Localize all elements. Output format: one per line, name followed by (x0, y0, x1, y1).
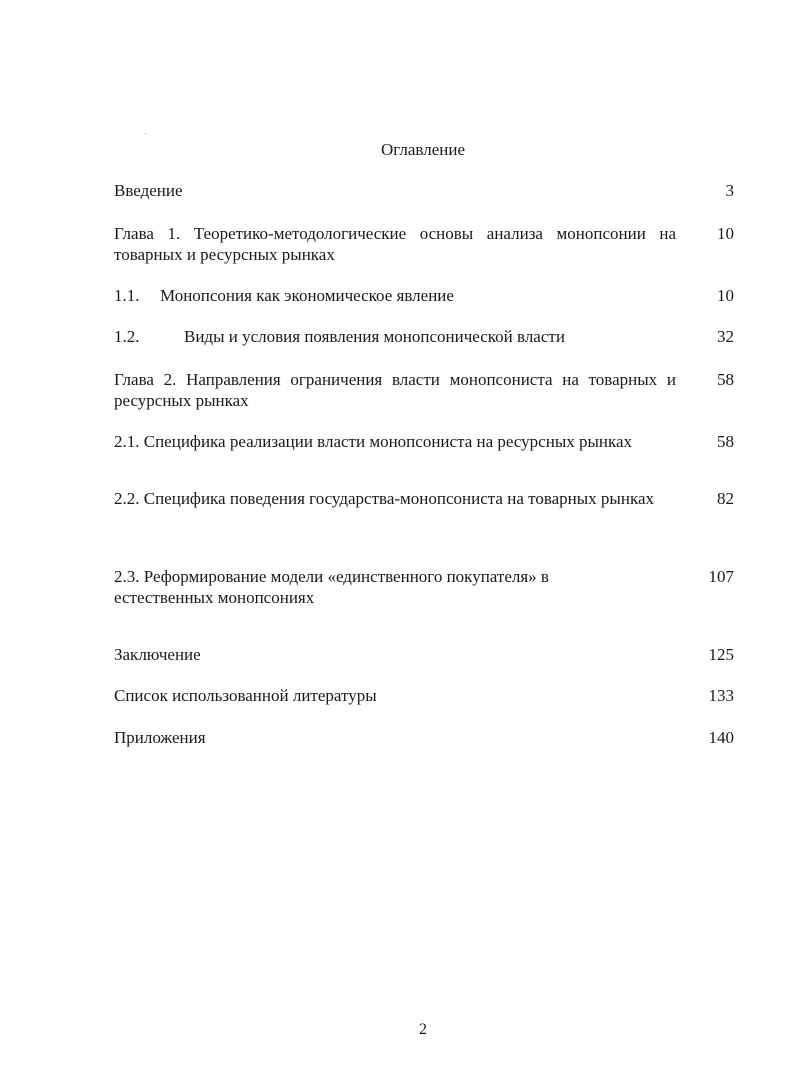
toc-entry-page: 133 (708, 686, 734, 705)
toc-entry-chapter-2[interactable] (114, 369, 734, 411)
toc-entry-page: 82 (717, 489, 734, 508)
toc-entry-page: 58 (717, 370, 734, 389)
toc-entry-page: 140 (708, 728, 734, 747)
toc-entry-page: 10 (717, 286, 734, 305)
toc-entry-text: Список использованной литературы (114, 686, 377, 705)
toc-entry-number: 1.1. (114, 286, 140, 305)
toc-entry-page: 107 (708, 567, 734, 586)
toc-entry-appendices[interactable] (114, 727, 734, 748)
toc-entry-text: Глава 2. Направления ограничения власти монопсониста на товарных и ресурсных рынках (114, 370, 676, 410)
toc-entry-page: 10 (717, 224, 734, 243)
toc-entry-page: 32 (717, 327, 734, 346)
toc-entry-text: 2.3. Реформирование модели «единственного покупателя» в естественных монопсониях (114, 567, 549, 607)
toc-entry-text: Глава 1. Теоретико-методологические основы анализа монопсонии на товарных и ресурсных рынках (114, 224, 676, 264)
toc-entry-page: 3 (725, 181, 734, 200)
toc-entry-section-2-1[interactable] (114, 431, 734, 452)
toc-entry-text: Введение (114, 181, 183, 200)
toc-entry-text-wrap (114, 285, 694, 306)
toc-entry-section-1-2[interactable] (114, 326, 734, 347)
toc-entry-text: Приложения (114, 728, 206, 747)
toc-entry-conclusion[interactable] (114, 644, 734, 665)
toc-entry-section-2-2[interactable] (114, 488, 734, 509)
toc-entry-text: Монопсония как экономическое явление (160, 286, 454, 305)
toc-entry-text: 2.2. Специфика поведения государства-монопсониста на товарных рынках (114, 489, 654, 508)
toc-entry-page: 58 (717, 432, 734, 451)
scan-speck (145, 133, 146, 134)
toc-entry-references[interactable] (114, 685, 734, 706)
toc-entry-chapter-1[interactable] (114, 223, 734, 265)
toc-entry-text: Заключение (114, 645, 201, 664)
toc-entry-introduction[interactable] (114, 180, 734, 201)
page-title: Оглавление (381, 140, 465, 159)
toc-entry-text-wrap (114, 326, 694, 347)
toc-entry-section-2-3[interactable] (114, 566, 734, 608)
toc-entry-number: 1.2. (114, 327, 140, 346)
toc-entry-section-1-1[interactable] (114, 285, 734, 306)
page-number: 2 (419, 1021, 427, 1038)
toc-entry-text: 2.1. Специфика реализации власти монопсониста на ресурсных рынках (114, 432, 633, 451)
toc-entry-page: 125 (708, 645, 734, 664)
toc-entry-text: Виды и условия появления монопсонической власти (184, 327, 565, 346)
